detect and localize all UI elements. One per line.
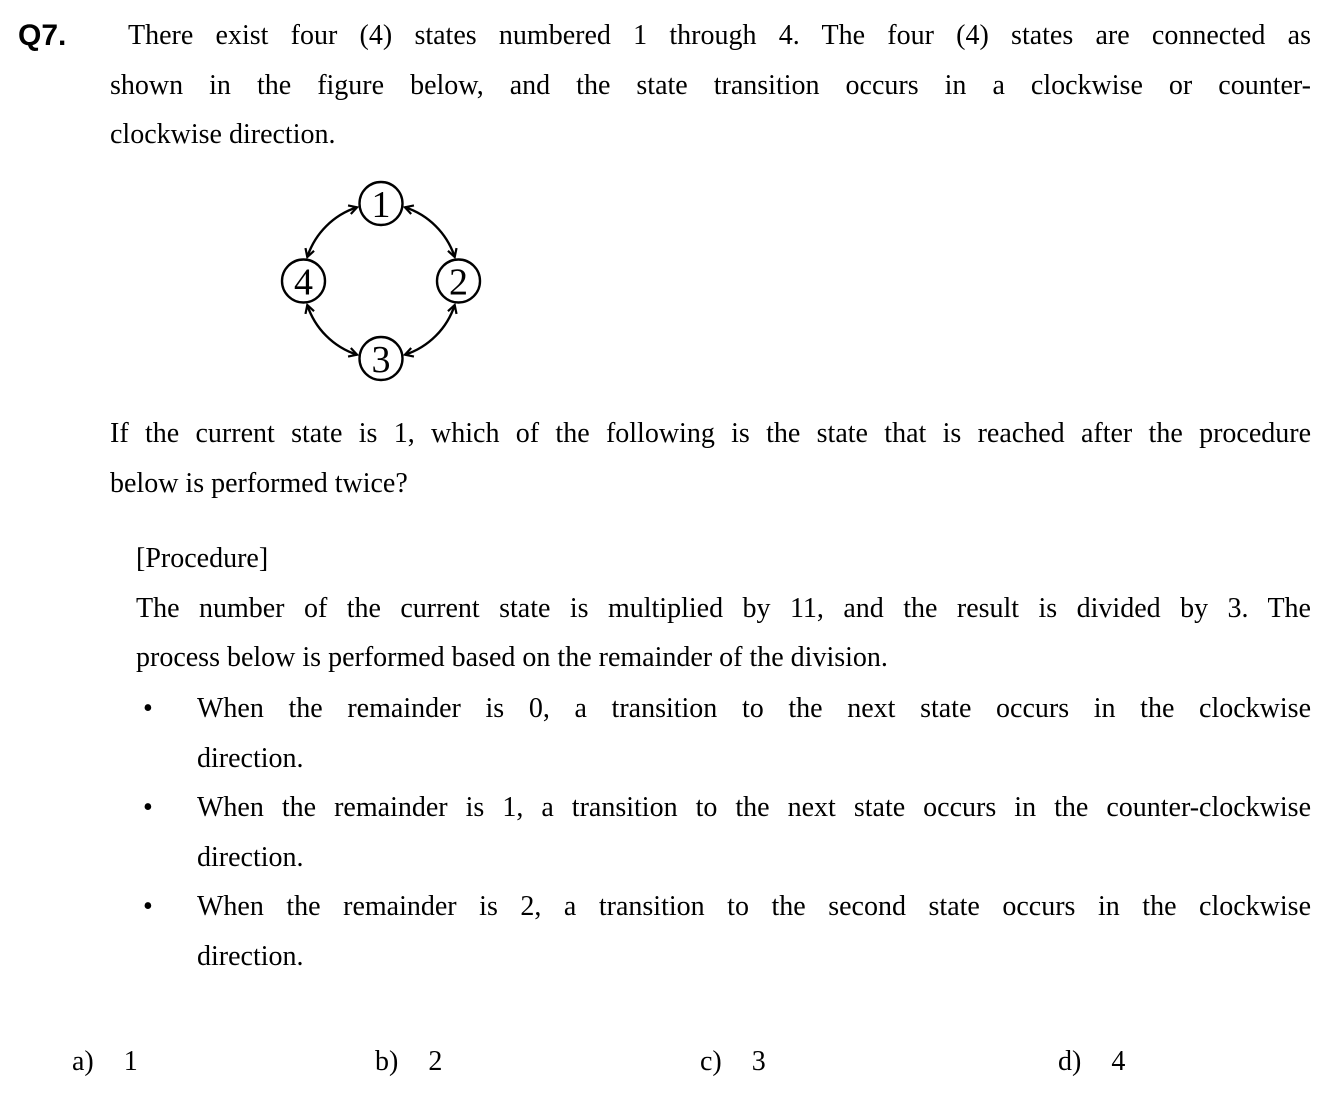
answer-options-row <box>0 1037 1329 1087</box>
bullet-text-continued: direction. <box>197 841 304 873</box>
answer-option-c <box>700 1037 766 1087</box>
state-diagram-svg <box>270 170 492 392</box>
question-intro-line: There exist four (4) states numbered 1 through 4. The four (4) states are connected as <box>128 20 1311 51</box>
transition-arc-4-1 <box>307 207 357 257</box>
state-label-3: 3 <box>371 339 391 381</box>
bullet-text-continued: direction. <box>197 742 304 774</box>
bullet-icon: • <box>143 792 153 823</box>
question-prompt-line: If the current state is 1, which of the following is the state that is reached after the procedure <box>110 418 1311 449</box>
bullet-item-remainder-1 <box>143 783 1311 833</box>
question-prompt <box>110 409 1311 508</box>
state-label-4: 4 <box>294 261 313 304</box>
option-label: b) <box>375 1046 399 1077</box>
option-value: 4 <box>1111 1046 1126 1077</box>
option-value: 1 <box>123 1046 138 1077</box>
transition-arc-1-2 <box>405 207 455 257</box>
procedure-heading: [Procedure] <box>136 543 269 574</box>
procedure-section <box>136 534 1311 683</box>
question-intro-line: shown in the figure below, and the state transition occurs in a clockwise or counter- <box>110 69 1311 101</box>
bullet-icon: • <box>143 891 153 922</box>
bullet-text: When the remainder is 0, a transition to the next state occurs in the clockwise <box>197 693 1311 724</box>
procedure-intro-line: The number of the current state is multiplied by 11, and the result is divided by 3. The <box>136 592 1311 624</box>
transition-arc-2-3 <box>405 305 455 355</box>
bullet-text-continued: direction. <box>197 940 304 972</box>
option-label: c) <box>700 1046 722 1077</box>
procedure-bullet-list <box>143 684 1311 981</box>
state-label-1: 1 <box>371 184 391 226</box>
question-intro-line: clockwise direction. <box>110 119 336 150</box>
option-value: 3 <box>751 1046 766 1077</box>
question-prompt-line: below is performed twice? <box>110 467 408 499</box>
answer-option-d <box>1058 1037 1125 1087</box>
bullet-item-remainder-0 <box>143 684 1311 734</box>
option-value: 2 <box>428 1046 443 1077</box>
procedure-intro-line: process below is performed based on the remainder of the division. <box>136 642 888 673</box>
question-number: Q7. <box>18 19 67 52</box>
option-label: a) <box>72 1046 94 1077</box>
bullet-item-remainder-2 <box>143 882 1311 932</box>
state-label-2: 2 <box>449 261 468 304</box>
transition-arc-3-4 <box>307 305 357 355</box>
answer-option-a <box>72 1037 138 1087</box>
bullet-text: When the remainder is 2, a transition to the second state occurs in the clockwise <box>197 891 1311 922</box>
question-intro <box>110 11 1311 160</box>
state-diagram <box>270 170 492 392</box>
bullet-icon: • <box>143 693 153 724</box>
option-label: d) <box>1058 1046 1082 1077</box>
bullet-text: When the remainder is 1, a transition to the next state occurs in the counter-clockwise <box>197 792 1311 823</box>
answer-option-b <box>375 1037 442 1087</box>
